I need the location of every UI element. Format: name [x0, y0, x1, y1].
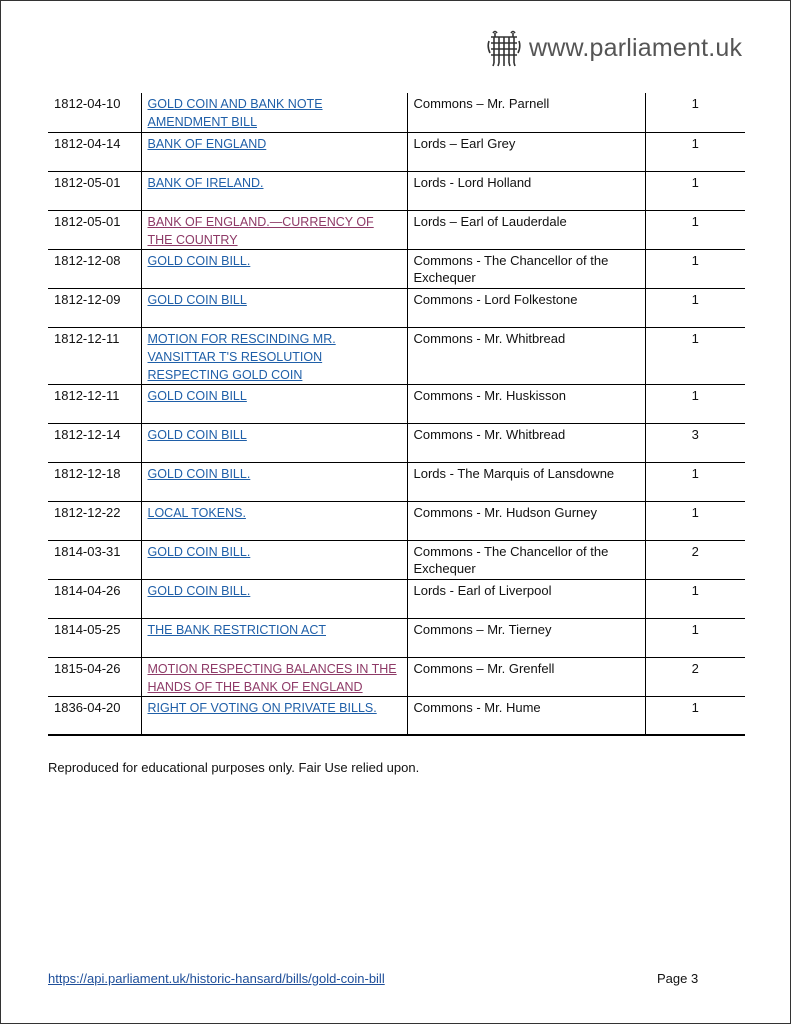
count-cell: 1 [645, 288, 745, 327]
footer-source-link[interactable]: https://api.parliament.uk/historic-hansard/bills/gold-coin-bill [48, 971, 385, 986]
debate-title-link[interactable]: RIGHT OF VOTING ON PRIVATE BILLS. [147, 700, 377, 715]
count-cell: 1 [645, 327, 745, 384]
table-row [48, 501, 745, 540]
date-cell: 1814-04-26 [48, 579, 141, 618]
date-cell: 1812-05-01 [48, 171, 141, 210]
house-speaker-cell: Lords – Earl Grey [407, 132, 645, 171]
house-speaker-cell: Commons - Mr. Whitbread [407, 327, 645, 384]
debate-title-link[interactable]: MOTION RESPECTING BALANCES IN THE HANDS OF THE BANK OF ENGLAND [147, 661, 397, 694]
debates-table [48, 93, 745, 736]
date-cell: 1812-12-08 [48, 249, 141, 288]
debate-title-link[interactable]: GOLD COIN BILL. [147, 466, 251, 481]
title-cell [141, 462, 407, 501]
date-cell: 1812-04-14 [48, 132, 141, 171]
table-row [48, 210, 745, 249]
house-speaker-cell: Lords - Earl of Liverpool [407, 579, 645, 618]
table-row [48, 249, 745, 288]
table-row [48, 132, 745, 171]
date-cell: 1812-12-09 [48, 288, 141, 327]
date-cell: 1815-04-26 [48, 657, 141, 696]
date-cell: 1812-12-22 [48, 501, 141, 540]
debate-title-link[interactable]: GOLD COIN BILL [147, 388, 247, 403]
house-speaker-cell: Commons - Mr. Huskisson [407, 384, 645, 423]
date-cell: 1814-05-25 [48, 618, 141, 657]
count-cell: 1 [645, 249, 745, 288]
count-cell: 1 [645, 462, 745, 501]
title-cell [141, 384, 407, 423]
house-speaker-cell: Commons - The Chancellor of the Exchequer [407, 540, 645, 579]
house-speaker-cell: Commons - Mr. Hume [407, 696, 645, 735]
house-speaker-cell: Commons – Mr. Grenfell [407, 657, 645, 696]
count-cell: 2 [645, 540, 745, 579]
date-cell: 1814-03-31 [48, 540, 141, 579]
table-row [48, 579, 745, 618]
debates-table-body [48, 93, 745, 735]
house-speaker-cell: Commons - Mr. Hudson Gurney [407, 501, 645, 540]
date-cell: 1812-12-11 [48, 327, 141, 384]
table-row [48, 171, 745, 210]
debate-title-link[interactable]: GOLD COIN BILL [147, 427, 247, 442]
date-cell: 1812-04-10 [48, 93, 141, 132]
title-cell [141, 132, 407, 171]
date-cell: 1812-12-14 [48, 423, 141, 462]
count-cell: 1 [645, 171, 745, 210]
title-cell [141, 210, 407, 249]
table-row [48, 657, 745, 696]
count-cell: 2 [645, 657, 745, 696]
debate-title-link[interactable]: GOLD COIN BILL. [147, 544, 251, 559]
table-row [48, 93, 745, 132]
fair-use-note: Reproduced for educational purposes only. Fair Use relied upon. [48, 760, 420, 775]
table-row [48, 540, 745, 579]
house-speaker-cell: Commons – Mr. Parnell [407, 93, 645, 132]
table-row [48, 462, 745, 501]
debate-title-link[interactable]: LOCAL TOKENS. [147, 505, 246, 520]
debate-title-link[interactable]: GOLD COIN BILL. [147, 583, 251, 598]
count-cell: 1 [645, 210, 745, 249]
count-cell: 1 [645, 501, 745, 540]
count-cell: 1 [645, 132, 745, 171]
count-cell: 1 [645, 618, 745, 657]
title-cell [141, 327, 407, 384]
date-cell: 1812-05-01 [48, 210, 141, 249]
title-cell [141, 657, 407, 696]
portcullis-icon [487, 29, 521, 67]
house-speaker-cell: Lords - Lord Holland [407, 171, 645, 210]
table-row [48, 618, 745, 657]
debate-title-link[interactable]: BANK OF ENGLAND.—CURRENCY OF THE COUNTRY [147, 214, 374, 247]
count-cell: 1 [691, 96, 699, 111]
page-header [487, 25, 767, 71]
date-cell: 1812-12-18 [48, 462, 141, 501]
debate-title-link[interactable]: MOTION FOR RESCINDING MR. VANSITTAR T'S RESOLUTION RESPECTING GOLD COIN [147, 331, 336, 382]
count-cell: 3 [645, 423, 745, 462]
title-cell [141, 288, 407, 327]
table-row [48, 423, 745, 462]
house-speaker-cell: Lords – Earl of Lauderdale [407, 210, 645, 249]
table-row [48, 696, 745, 735]
title-cell [141, 171, 407, 210]
count-cell: 1 [645, 696, 745, 735]
house-speaker-cell: Commons - Mr. Whitbread [407, 423, 645, 462]
debate-title-link[interactable]: GOLD COIN AND BANK NOTE AMENDMENT BILL [147, 97, 323, 129]
title-cell [141, 249, 407, 288]
date-cell: 1812-12-11 [48, 384, 141, 423]
debate-title-link[interactable]: GOLD COIN BILL. [147, 253, 251, 268]
table-row [48, 384, 745, 423]
table-row [48, 288, 745, 327]
debate-title-link[interactable]: BANK OF IRELAND. [147, 175, 264, 190]
title-cell [141, 540, 407, 579]
house-speaker-cell: Commons - The Chancellor of the Exchequer [407, 249, 645, 288]
debate-title-link[interactable]: GOLD COIN BILL [147, 292, 247, 307]
count-cell: 1 [645, 384, 745, 423]
debate-title-link[interactable]: BANK OF ENGLAND [147, 136, 267, 151]
count-cell: 1 [645, 579, 745, 618]
house-speaker-cell: Lords - The Marquis of Lansdowne [407, 462, 645, 501]
debate-title-link[interactable]: THE BANK RESTRICTION ACT [147, 622, 326, 637]
site-brand: www.parliament.uk [529, 33, 743, 62]
title-cell [141, 423, 407, 462]
title-cell [141, 579, 407, 618]
title-cell [141, 696, 407, 735]
table-row [48, 327, 745, 384]
title-cell [141, 93, 407, 132]
date-cell: 1836-04-20 [48, 696, 141, 735]
title-cell [141, 501, 407, 540]
house-speaker-cell: Commons - Lord Folkestone [407, 288, 645, 327]
title-cell [141, 618, 407, 657]
page-number: Page 3 [657, 971, 699, 986]
house-speaker-cell: Commons – Mr. Tierney [407, 618, 645, 657]
